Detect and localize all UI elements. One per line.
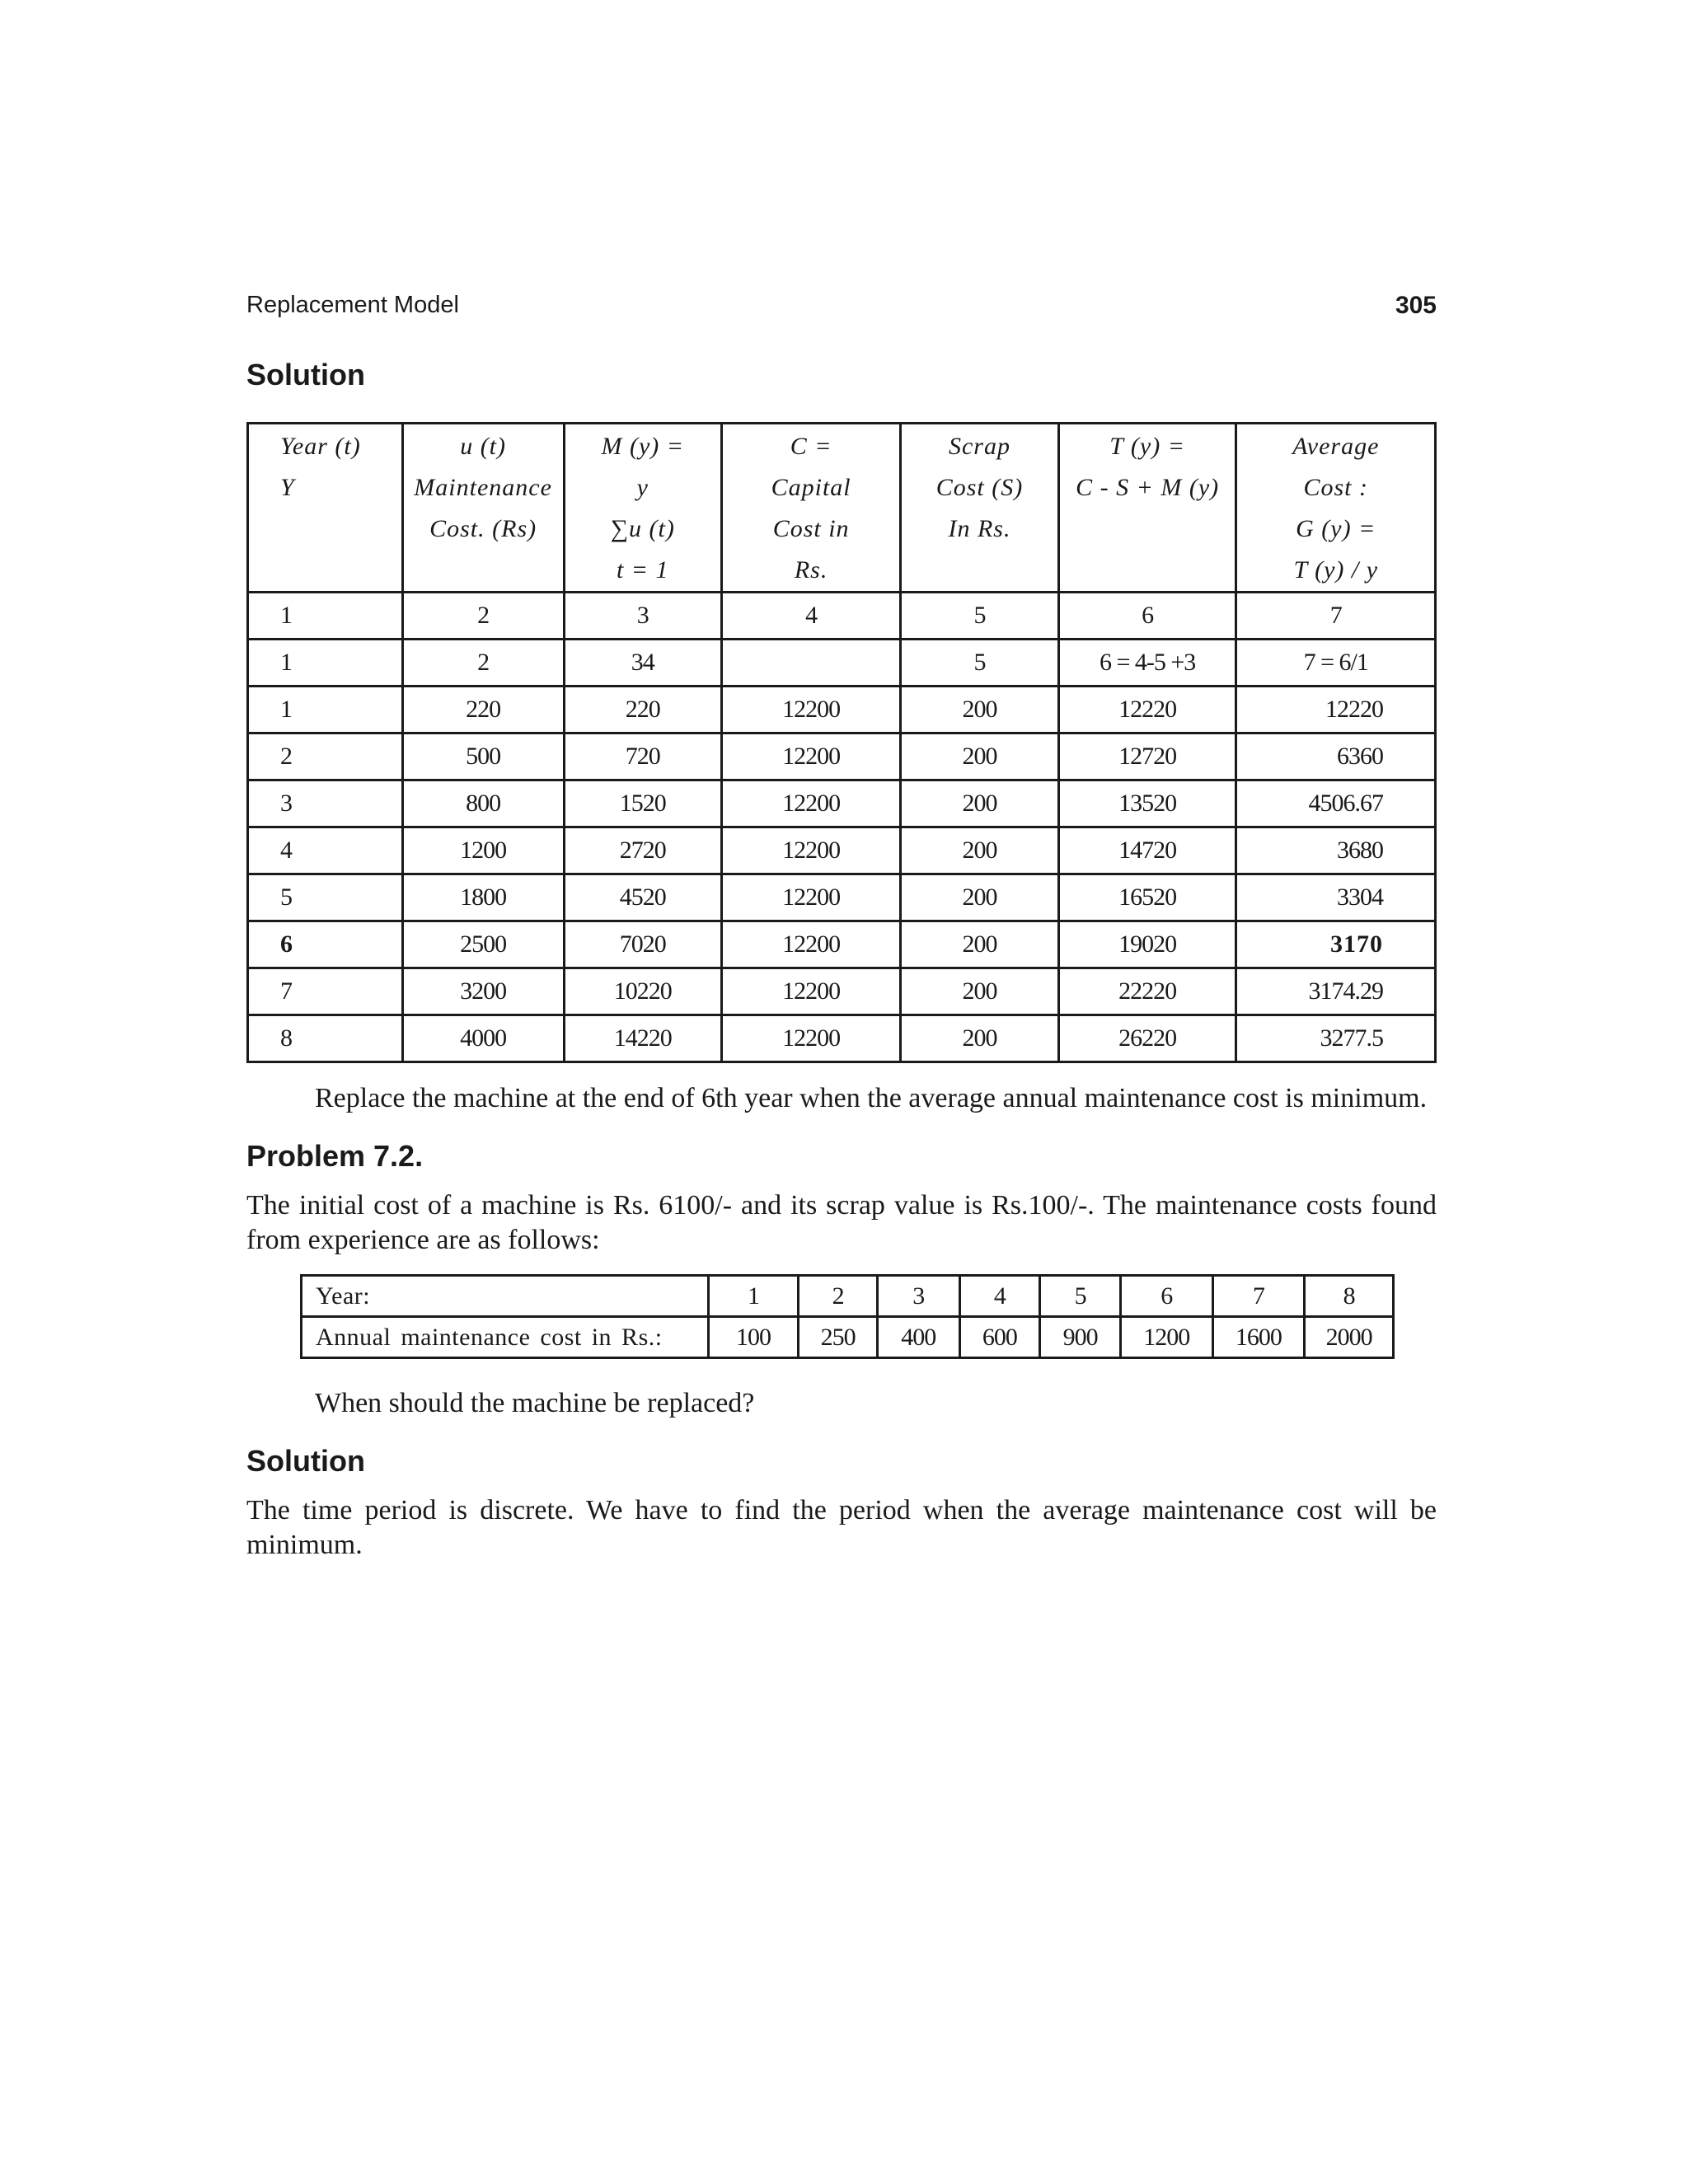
cost-cell: 900 [1040, 1317, 1121, 1358]
table-cell: 13520 [1058, 780, 1236, 827]
header-line: M (y) = [601, 433, 685, 460]
table-cell: 200 [901, 687, 1058, 733]
table-cell: 1 [248, 687, 403, 733]
table-cell: 5 [901, 640, 1058, 687]
table-cell: 7020 [564, 921, 721, 968]
cost-label: Annual maintenance cost in Rs.: [302, 1317, 709, 1358]
table-cell: 6 [248, 921, 403, 968]
table-cell: 12200 [721, 874, 900, 921]
table-cell: 2500 [402, 921, 564, 968]
cost-cell: 250 [799, 1317, 878, 1358]
table-cell: 500 [402, 733, 564, 780]
table-cell: 1520 [564, 780, 721, 827]
table-cell: 3 [564, 593, 721, 640]
conclusion-text: Replace the machine at the end of 6th year when the average annual maintenance cost is minimum. [315, 1083, 1428, 1113]
question-text: When should the machine be replaced? [315, 1388, 755, 1418]
header-line: t = 1 [616, 556, 669, 583]
table-cell: 12200 [721, 1015, 900, 1062]
table-cell: 3277.5 [1236, 1015, 1436, 1062]
solution2-text-line: minimum. [246, 1530, 363, 1560]
table-cell: 12720 [1058, 733, 1236, 780]
cost-cell: 2000 [1305, 1317, 1394, 1358]
table-cell: 3304 [1236, 874, 1436, 921]
table-cell: 5 [901, 593, 1058, 640]
table-cell: 6 = 4-5 +3 [1058, 640, 1236, 687]
year-cell: 2 [799, 1276, 878, 1317]
table-cell: 26220 [1058, 1015, 1236, 1062]
table-cell: 3 [248, 780, 403, 827]
header-line: Cost in [772, 515, 850, 542]
cost-cell: 100 [708, 1317, 799, 1358]
table-cell: 12200 [721, 780, 900, 827]
table-cell: 200 [901, 968, 1058, 1015]
table-cell: 7 = 6/1 [1236, 640, 1436, 687]
year-cell: 1 [708, 1276, 799, 1317]
header-maintenance-cost [402, 424, 564, 593]
table-cell: 4520 [564, 874, 721, 921]
header-average-cost [1236, 424, 1436, 593]
header-line: Cost. (Rs) [429, 515, 537, 542]
table-cell: 220 [564, 687, 721, 733]
table-cell: 4000 [402, 1015, 564, 1062]
table-cell: 200 [901, 780, 1058, 827]
cost-cell: 1600 [1212, 1317, 1305, 1358]
header-line: y [636, 474, 649, 501]
year-cell: 5 [1040, 1276, 1121, 1317]
header-line: C - S + M (y) [1076, 474, 1220, 501]
table-row [248, 640, 1436, 687]
table-cell: 2 [248, 733, 403, 780]
table-cell: 1 [248, 593, 403, 640]
header-total-cost [1058, 424, 1236, 593]
table-cell: 12200 [721, 687, 900, 733]
running-title: Replacement Model [246, 292, 459, 318]
header-line: T (y) / y [1293, 556, 1379, 583]
table-cell: 12200 [721, 827, 900, 874]
table-cell: 1800 [402, 874, 564, 921]
table-cell: 4 [248, 827, 403, 874]
problem-text-line: from experience are as follows: [246, 1225, 600, 1255]
table-cell: 12220 [1236, 687, 1436, 733]
table-cell: 6360 [1236, 733, 1436, 780]
table-cell: 200 [901, 1015, 1058, 1062]
year-cell: 4 [959, 1276, 1040, 1317]
cost-cell: 600 [959, 1317, 1040, 1358]
solution2-text-line: The time period is discrete. We have to find the period when the average maintenance cost will be [246, 1495, 1437, 1526]
table-cell: 720 [564, 733, 721, 780]
table-row [248, 780, 1436, 827]
header-line: Y [280, 474, 295, 501]
header-line: ∑u (t) [610, 515, 675, 542]
table-cell: 16520 [1058, 874, 1236, 921]
table-cell: 1200 [402, 827, 564, 874]
header-line: Rs. [794, 556, 828, 583]
table-cell: 2 [402, 640, 564, 687]
header-line: Cost : [1303, 474, 1368, 501]
table-cell: 4 [721, 593, 900, 640]
header-line: Cost (S) [935, 474, 1024, 501]
table-cell: 14220 [564, 1015, 721, 1062]
solution2-heading: Solution [246, 1444, 365, 1478]
table-row [248, 733, 1436, 780]
header-line: G (y) = [1296, 515, 1376, 542]
table-cell: 3680 [1236, 827, 1436, 874]
table-cell: 5 [248, 874, 403, 921]
header-year [248, 424, 403, 593]
table-row [248, 968, 1436, 1015]
running-header [246, 292, 1437, 326]
year-cell: 8 [1305, 1276, 1394, 1317]
table-cell: 19020 [1058, 921, 1236, 968]
table-cell: 7 [248, 968, 403, 1015]
table-cell: 10220 [564, 968, 721, 1015]
solution-heading: Solution [246, 358, 365, 391]
table-cell: 6 [1058, 593, 1236, 640]
table-row-minimum [248, 921, 1436, 968]
table-cell: 220 [402, 687, 564, 733]
table-cell: 800 [402, 780, 564, 827]
table-cell: 2 [402, 593, 564, 640]
problem-heading: Problem 7.2. [246, 1139, 424, 1173]
table-cell: 34 [564, 640, 721, 687]
header-scrap-cost [901, 424, 1058, 593]
table-cell: 14720 [1058, 827, 1236, 874]
table-cell: 12200 [721, 968, 900, 1015]
table-cell [721, 640, 900, 687]
solution-table [246, 422, 1437, 1063]
minimum-average-cost: 3170 [1236, 921, 1436, 968]
header-line: Year (t) [280, 433, 361, 460]
maintenance-cost-table [300, 1274, 1395, 1359]
header-line: u (t) [460, 433, 507, 460]
table-cell: 200 [901, 921, 1058, 968]
table-row [248, 1015, 1436, 1062]
table-cell: 3174.29 [1236, 968, 1436, 1015]
cost-cell: 1200 [1120, 1317, 1212, 1358]
year-cell: 6 [1120, 1276, 1212, 1317]
table-header-row [248, 424, 1436, 593]
table-row [248, 827, 1436, 874]
table-cell: 200 [901, 874, 1058, 921]
table-cell: 2720 [564, 827, 721, 874]
header-line: Capital [771, 474, 851, 501]
year-cell: 7 [1212, 1276, 1305, 1317]
table-cell: 3200 [402, 968, 564, 1015]
header-line: T (y) = [1109, 433, 1185, 460]
cost-cell: 400 [877, 1317, 959, 1358]
table-cell: 8 [248, 1015, 403, 1062]
cost-row [302, 1317, 1394, 1358]
year-label: Year: [302, 1276, 709, 1317]
year-cell: 3 [877, 1276, 959, 1317]
table-cell: 12200 [721, 733, 900, 780]
header-capital-cost [721, 424, 900, 593]
header-line: C = [790, 433, 832, 460]
table-cell: 22220 [1058, 968, 1236, 1015]
table-cell: 200 [901, 827, 1058, 874]
table-cell: 12200 [721, 921, 900, 968]
header-line: Scrap [948, 433, 1010, 460]
table-row [248, 687, 1436, 733]
header-line: Average [1292, 433, 1380, 460]
year-row [302, 1276, 1394, 1317]
table-row [248, 593, 1436, 640]
table-row [248, 874, 1436, 921]
table-cell: 1 [248, 640, 403, 687]
problem-text-line: The initial cost of a machine is Rs. 6100/- and its scrap value is Rs.100/-. The maintenance costs found [246, 1190, 1437, 1221]
table-cell: 12220 [1058, 687, 1236, 733]
table-cell: 7 [1236, 593, 1436, 640]
header-cumulative-maintenance [564, 424, 721, 593]
header-line: Maintenance [414, 474, 552, 501]
page-number: 305 [1395, 292, 1437, 319]
table-cell: 200 [901, 733, 1058, 780]
table-cell: 4506.67 [1236, 780, 1436, 827]
header-line: In Rs. [948, 515, 1011, 542]
